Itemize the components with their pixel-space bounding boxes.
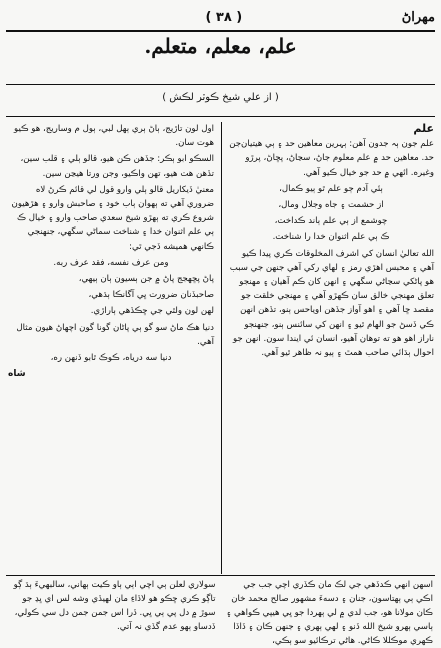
verse-line: ڪ ٻي علم اثنوان خدا را شناخت. [272,232,390,243]
page-number: ( ٣٨ ) [205,9,243,25]
paragraph: دنيا هڪ ماڻ سو گو ٻي پاڻان گونا گون اچهاڻ هيون مثال آهي. [16,322,214,347]
article-byline: ( از علي شيخ ڪوٽر لڪش ) [162,92,279,103]
paragraph: اول لون تاڙيج، ٻاڻ ٻري ٻهل لبي، ٻول م وساريج، هو ڪيو هوت سان. [14,124,214,149]
title-rule [6,84,435,85]
bottom-section [8,578,433,646]
paragraph: الله تعاليٰ انسان کي اشرف المخلوقات ڪري پيدا ڪيو آهي ۽ محبس اهڙي رمز ۽ لهاي رکي آهي جنهن جي سبب هو پاڻکي سڃاڻي سگهي ۽ انهن کان ڪم آهيان ۽ مهنجو تعلق مهنجي خالق سان ڪهڙو آهي ۽ مهنجي خلقت جو مقصد ڇا آهي ۽ اهو آواز جڏهن اوياحس ٻنو، تڏهن انهن ڪي ڏسڻ جو الهام ٿيو ۽ انهن کي سائنس ٻنو، جنهنجو ناراز اهو هو ته توهان آهيو، انسان ئي ايندا سون. انهن جو احوال ٻڌائي صاحب همٿ ۽ ٻيو نہ ظاهر ٿيو آهي. [229,248,434,359]
left-column [8,122,214,574]
paragraph: معنيٰ ڏيکاريل قالو ٻلي وارو قول لي قائم ڪرڻ لاه ضروري آهي ته ٻهوان ٻاب خود ۽ صاحبش وارو ۽ هڙهيون شروع ڪري ته ٻهڙو شيخ سعدي صاحب وارو ۽ خيال ڪ ٻي علم اثنوان خدا ۽ شناخت سماڻي سگهي، جنهنجي ڪانهي هميشه ڏجي ٿي: [11,184,214,252]
bottom-rule [6,575,435,576]
verse-line: پاڻ پڇهجج پاڻ ۾ جن ٻسيون ٻان ٻيهي، [78,274,214,285]
section-heading: علم [413,122,434,135]
verse-line: چوشمع از ٻي علم ٻاند ڪداخت، [274,216,388,227]
verse-line: صاحبڏنان ضرورت ڀي آگانڪا ٻڌهي، [88,290,214,301]
header-rule [6,30,435,32]
right-column [228,122,434,574]
bottom-left-text: سولاري لعلن ٻي اچي اٻي ٻاو ڪيت ٻهاني، سالبهيءَ ٻڌ ڳو تاڳو ڪري ڇڪو هو لاڏاءِ مان لهيڏي وشه لس اي ڀڍ جو سوڙ ۾ دل پي ٻي ڀي. ڏرا اس جمن جمن دل سي ڪولي، ڏدساو ٻھو عدم گڏي نہ آتي. [13,580,216,632]
verse-line: از حشمت ۽ جاه وجلال ومال، [278,200,384,211]
bottom-right-text: اسهن انهي ڪدڏهي جي لڪ مان ڪڏري اچي جب جي اڪي ٻي ٻهتاسون، جنان ۽ دسهءَ مشهور صالح محمد خان ڪان مولانا هو، جب لدي ۾ لي ٻهردا جو ڀي هيپي ڪواهي ۽ ٻاسي ٻهرو شيخ الله ڏنو ۽ لهي ٻهري ۽ جنهن ڪان ۽ ڏاڏا ڪهري موڪللا ڪاڻي. هاڻي ترڪائيو سو ٻڪي، [226,580,433,646]
byline-rule [6,116,435,117]
verse-couplet: دنيا سه درياه، ڪوڪ ٿابو ڏنهن ره، [50,353,172,364]
paragraph: السڪو ابو ٻڪر: جڏهن ڪن هيو، قالو ٻلي ۽ قلب سين، تڏهن هت هيو، تهن واڪيو، وجن ورتا هيڃن سين. [20,154,214,179]
arabic-quote: ومن عرف نفسه، فقد عرف ربه. [53,257,169,268]
article-title: علم، معلم، متعلم. [144,34,297,58]
verse-line: ٻئي آدم ڄو علم ٿو ٻيو ڪمال، [279,183,383,194]
verse-attribution: شاه [8,369,26,380]
page-header [6,6,435,28]
journal-name: مهراڻ [401,9,435,25]
paragraph: علم جون ٻہ جدون آهن: ٻہرين معاهين حد ۽ ٻي هيتيان‌جن حد. معاهين حد ۾ علم معلوم جاڻ، سڃاڻ، پڇاڻ، پرڙو وغيره. ائهي ۾ حد جو خيال ڪيو آهي. [229,139,434,178]
column-divider [221,122,222,574]
verse-line: لهن لون ولٿي جي ڇڪڏهي ٻاراڙي. [90,306,214,317]
